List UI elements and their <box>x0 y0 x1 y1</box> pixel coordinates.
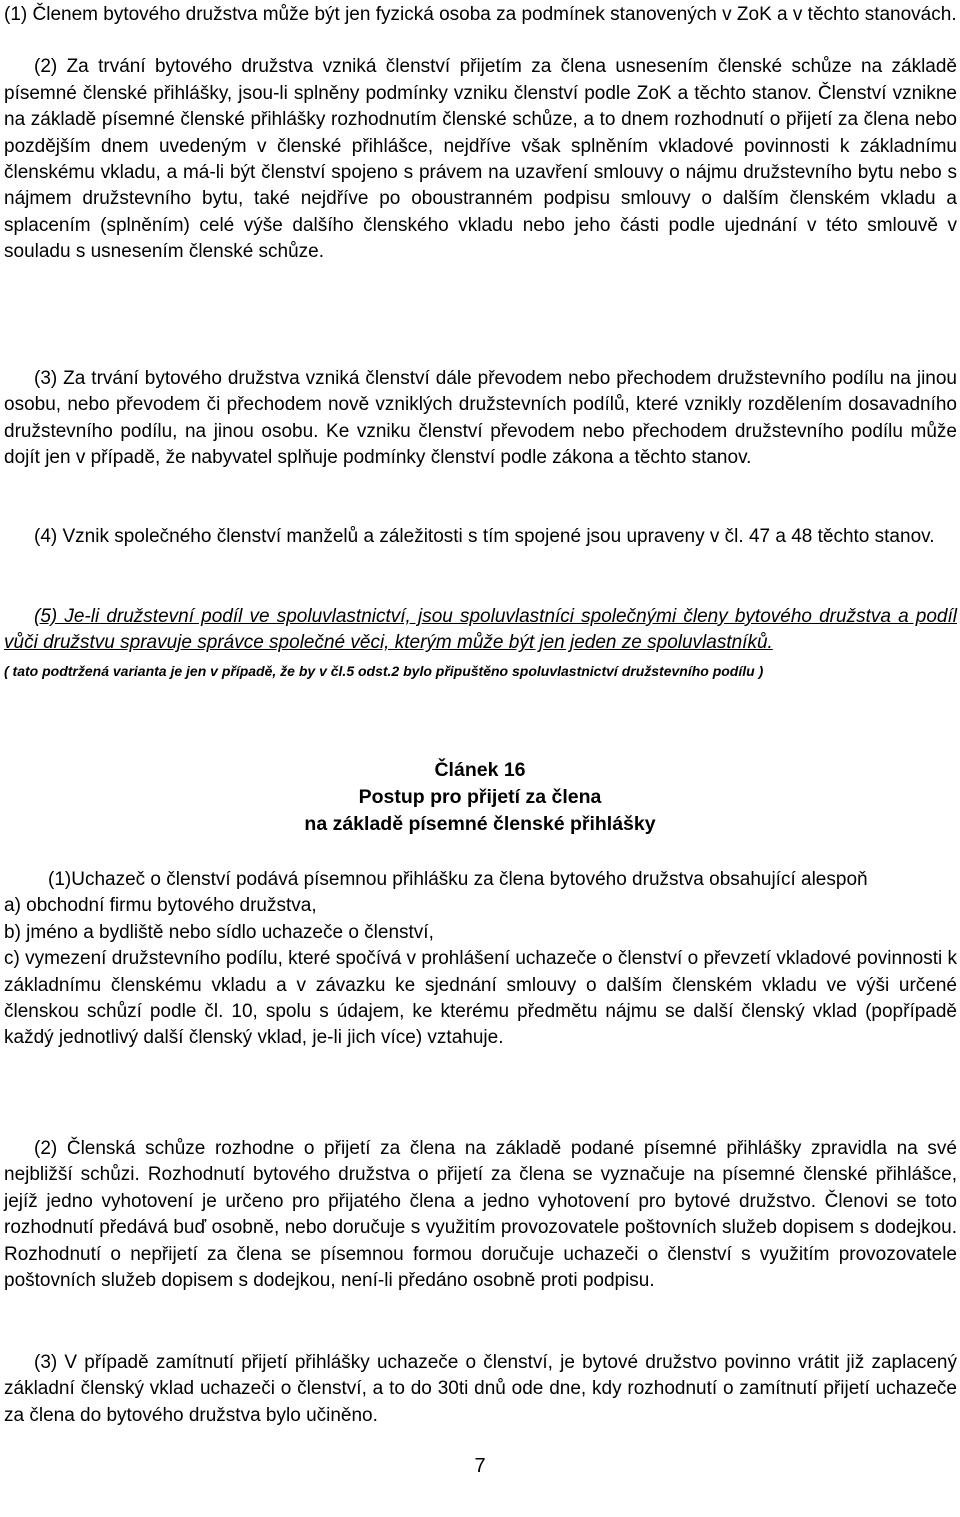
article-heading <box>0 757 960 838</box>
paragraph-1: (1) Členem bytového družstva může být jen fyzická osoba za podmínek stanovených v ZoK a v těchto stanovách. <box>4 4 957 25</box>
article-section-2 <box>0 1136 960 1294</box>
paragraph-2: (2) Za trvání bytového družstva vzniká členství přijetím za člena usnesením členské schůze na základě písemné členské přihlášky, jsou-li splněny podmínky vzniku členství podle ZoK a těchto stanov. Členství vznikne na základě písemné členské přihlášky rozhodnutím členské schůze, a to dnem rozhodnutí o přijetí za člena nebo pozdějším dnem uvedeným v členské přihlášce, nejdříve však splněním vkladové povinnosti k základnímu členskému vkladu, a má-li být členství spojeno s právem na uzavření smlouvy o nájmu družstevního bytu nebo s nájmem družstevního bytu, také nejdříve po oboustranném podpisu smlouvy o dalším členském vkladu a splacením (splněním) celé výše dalšího členského vkladu nebo jeho části podle ujednání v této smlouvě v souladu s usnesením členské schůze. <box>4 56 957 263</box>
paragraph-5-underlined: (5) Je-li družstevní podíl ve spoluvlastnictví, jsou spoluvlastníci společnými členy bytového družstva a podíl vůči družstvu spravuje správce společné věci, kterým může být jen jeden ze spoluvlastníků. <box>4 606 957 654</box>
article-paragraph-3: (3) V případě zamítnutí přijetí přihlášky uchazeče o členství, je bytové družstvo povinno vrátit již zaplacený základní členský vklad uchazeči o členství, a to do 30ti dnů ode dne, kdy rozhodnutí o zamítnutí přijetí uchazeče za člena do bytového družstva bylo učiněno. <box>4 1352 957 1426</box>
section-paragraph-5 <box>0 604 960 681</box>
article-title-line-1: Postup pro přijetí za člena <box>358 786 602 808</box>
article-paragraph-1-intro: (1)Uchazeč o členství podává písemnou přihlášku za člena bytového družstva obsahující alespoň <box>48 869 868 890</box>
list-item-a: a) obchodní firmu bytového družstva, <box>4 895 317 917</box>
section-membership <box>0 2 960 266</box>
article-paragraph-2: (2) Členská schůze rozhodne o přijetí za člena na základě podané písemné přihlášky zpravidla na své nejbližší schůzi. Rozhodnutí bytového družstva o přijetí za člena se vyznačuje na písemné členské přihlášce, jejíž jedno vyhotovení je určeno pro přijatého člena a jedno vyhotovení pro bytové družstvo. Členovi se toto rozhodnutí předává buď osobně, nebo doručuje s využitím provozovatele poštovních služeb dopisem s dodejkou. Rozhodnutí o nepřijetí za člena se písemnou formou doručuje uchazeči o členství s využitím provozovatele poštovních služeb dopisem s dodejkou, není-li předáno osobně proti podpisu. <box>4 1138 957 1292</box>
page-number: 7 <box>474 1455 486 1477</box>
variant-note: ( tato podtržená varianta je jen v případě, že by v čl.5 odst.2 bylo připuštěno spoluvlastnictví družstevního podílu ) <box>4 662 764 679</box>
paragraph-4: (4) Vznik společného členství manželů a záležitosti s tím spojené jsou upraveny v čl. 47 a 48 těchto stanov. <box>34 526 935 547</box>
list-item-c: c) vymezení družstevního podílu, které spočívá v prohlášení uchazeče o členství o převzetí vkladové povinnosti k základnímu členskému vkladu a v závazku ke sjednání smlouvy o dalším členském vkladu ve výši určené členskou schůzí podle čl. 10, spolu s údajem, ke kterému předmětu nájmu se další členský vklad (popřípadě každý jednotlivý další členský vklad, je-li jich více) vztahuje. <box>4 948 957 1049</box>
article-section-3 <box>0 1350 960 1429</box>
article-section-1 <box>0 867 960 1052</box>
section-paragraph-4 <box>0 524 960 550</box>
article-number: Článek 16 <box>434 759 526 781</box>
section-paragraph-3 <box>0 366 960 472</box>
paragraph-3: (3) Za trvání bytového družstva vzniká členství dále převodem nebo přechodem družstevního podílu na jinou osobu, nebo převodem či přechodem nově vzniklých družstevních podílů, které vznikly rozdělením dosavadního družstevního podílu, na jinou osobu. Ke vzniku členství převodem nebo přechodem družstevního podílu může dojít jen v případě, že nabyvatel splňuje podmínky členství podle zákona a těchto stanov. <box>4 368 957 469</box>
article-title-line-2: na základě písemné členské přihlášky <box>304 813 656 835</box>
list-item-b: b) jméno a bydliště nebo sídlo uchazeče o členství, <box>4 921 434 943</box>
